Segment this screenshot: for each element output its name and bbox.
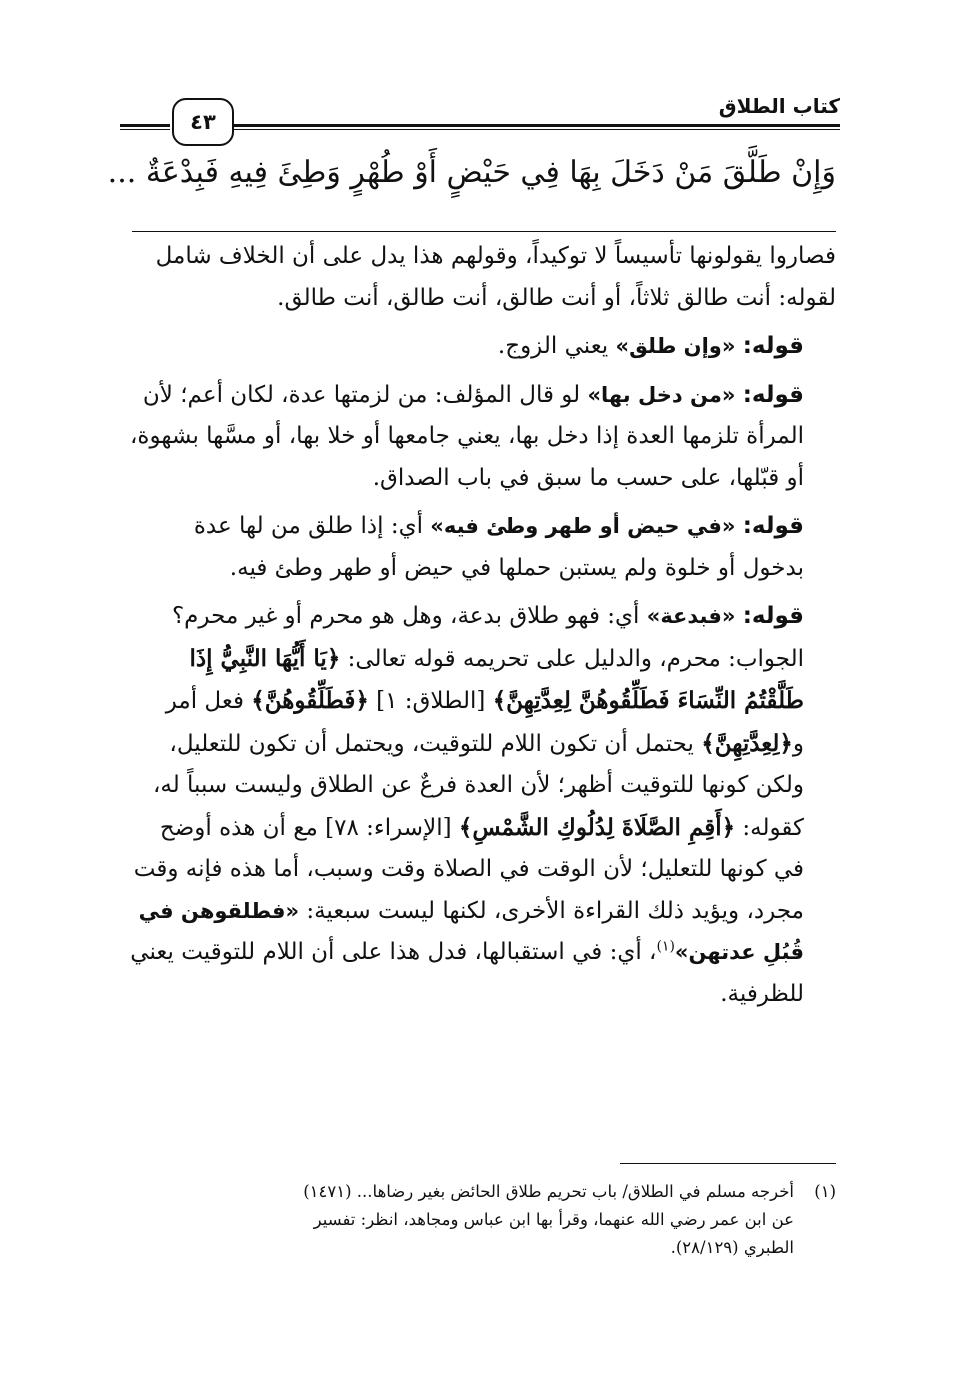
paragraph-label: قوله: xyxy=(742,603,804,629)
paragraph-5 xyxy=(130,596,836,1015)
footnote xyxy=(130,1178,836,1262)
verse-reference: [الطلاق: ١] xyxy=(368,688,493,714)
paragraph-text: فعل أمر و xyxy=(165,688,804,757)
paragraph-2 xyxy=(130,326,836,368)
quran-verse: ﴿يَا أَيُّهَا النَّبِيُّ إِذَا طَلَّقْتُمُ النِّسَاءَ فَطَلِّقُوهُنَّ لِعِدَّتِهِنَّ﴾ xyxy=(189,644,804,714)
quran-verse: ﴿أَقِمِ الصَّلَاةَ لِدُلُوكِ الشَّمْسِ﴾ xyxy=(458,813,736,841)
paragraph-4 xyxy=(130,506,836,589)
page-number-box xyxy=(172,98,234,146)
running-title: كتاب الطلاق xyxy=(718,94,840,118)
footnote-divider xyxy=(620,1163,836,1164)
paragraph-text: ، أي: في استقبالها، فدل هذا على أن اللام للتوقيت يعني للظرفية. xyxy=(130,939,804,1007)
quran-verse: ﴿لِعِدَّتِهِنَّ﴾ xyxy=(701,729,793,757)
paragraph-text: يعني الزوج. xyxy=(497,333,616,359)
paragraph-label: قوله: xyxy=(742,381,804,408)
footnote-number: (١) xyxy=(814,1182,836,1201)
matn-text: وَإِنْ طَلَّقَ مَنْ دَخَلَ بِهَا فِي حَيْضٍ أَوْ طُهْرٍ وَطِئَ فِيهِ فَبِدْعَةٌ ... xyxy=(107,155,836,190)
footnote-reference[interactable]: (١) xyxy=(656,938,675,955)
footnote-line xyxy=(130,1178,836,1206)
commentary-body xyxy=(130,236,836,1022)
page-header xyxy=(120,92,840,150)
paragraph-3 xyxy=(130,375,836,500)
footnote-line: عن ابن عمر رضي الله عنهما، وقرأ بها ابن عباس ومجاهد، انظر: تفسير xyxy=(313,1210,794,1229)
matn-quote: «فبدعة» xyxy=(646,604,736,628)
paragraph-text: يحتمل أن تكون اللام للتوقيت، ويحتمل أن تكون للتعليل، ولكن كونها للتوقيت أظهر؛ لأن العدة فرعٌ عن الطلاق وليست سبباً له، كقوله: xyxy=(152,730,804,841)
matn-divider xyxy=(132,231,836,232)
paragraph-text: مع أن هذه أوضح في كونها للتعليل؛ لأن الوقت في الصلاة وقت وسبب، أما هذه فإنه وقت مجرد، ويؤيد ذلك القراءة الأخرى، لكنها ليست سبعية: xyxy=(133,814,804,924)
matn-quote: «وإن طلق» xyxy=(615,334,736,358)
header-rule-left xyxy=(120,124,170,127)
paragraph-text: أي: فهو طلاق بدعة، وهل هو محرم أو غير محرم؟ الجواب: محرم، والدليل على تحريمه قوله تعالى: xyxy=(171,603,804,672)
paragraph-label: قوله: xyxy=(742,513,804,539)
paragraph-text: أي: إذا طلق من لها عدة بدخول أو خلوة ولم يستبن حملها في حيض أو طهر وطئ فيه. xyxy=(193,513,804,581)
paragraph-1: فصاروا يقولونها تأسيساً لا توكيداً، وقولهم هذا يدل على أن الخلاف شامل لقوله: أنت طالق ثلاثاً، أو أنت طالق، أنت طالق، أنت طالق. xyxy=(155,243,836,311)
header-rule-left-thin xyxy=(120,129,170,130)
page-number: ٤٣ xyxy=(190,110,216,134)
matn-quote: «في حيض أو طهر وطئ فيه» xyxy=(430,514,736,538)
header-rule-thin xyxy=(232,129,840,130)
paragraph-label: قوله: xyxy=(742,333,804,359)
footnote-text: أخرجه مسلم في الطلاق/ باب تحريم طلاق الحائض بغير رضاها... (١٤٧١) xyxy=(303,1182,794,1201)
quran-verse: ﴿فَطَلِّقُوهُنَّ﴾ xyxy=(251,687,369,714)
matn-quote: «من دخل بها» xyxy=(587,382,736,407)
footnote-line: الطبري (٢٨/١٢٩). xyxy=(670,1238,794,1257)
variant-reading-quote: «فطلقوهن في قُبُلِ عدتهن» xyxy=(138,898,804,964)
paragraph-text: لو قال المؤلف: من لزمتها عدة، لكان أعم؛ لأن المرأة تلزمها العدة إذا دخل بها، يعني جامعها أو خلا بها، أو مسَّها بشهوة، أو قبّلها، على حسب ما سبق في باب الصداق. xyxy=(129,381,804,491)
verse-reference: [الإسراء: ٧٨] xyxy=(325,814,459,841)
header-rule xyxy=(232,124,840,127)
